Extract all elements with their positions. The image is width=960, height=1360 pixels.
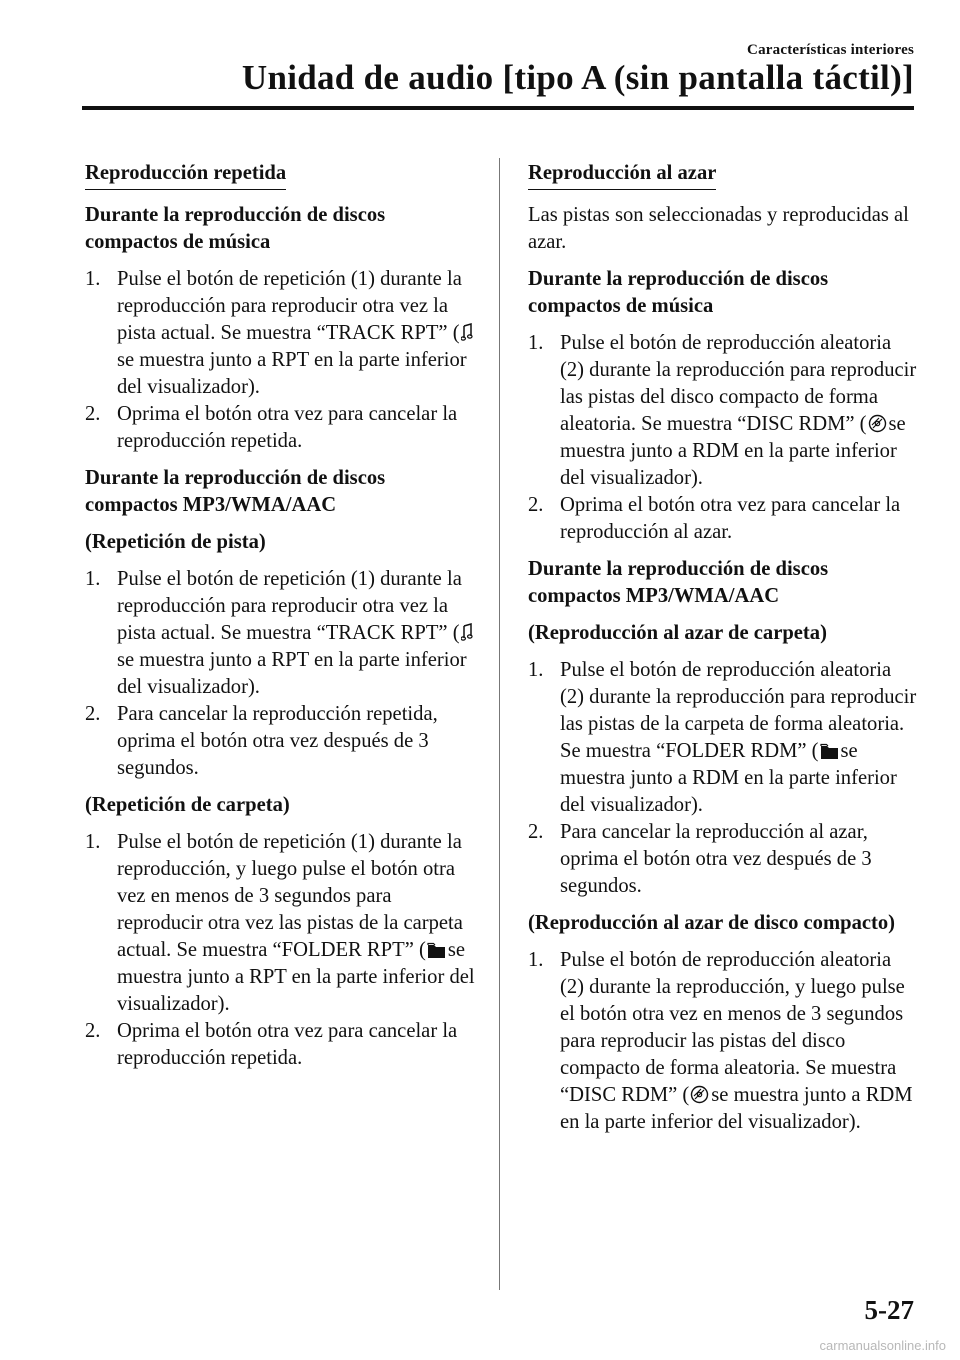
step-number: 1. xyxy=(528,949,544,971)
column-divider xyxy=(499,158,500,1290)
step-text: se muestra junto a RPT en la parte inferior del visualizador). xyxy=(117,649,467,698)
steps-list xyxy=(85,566,477,782)
subheading: Durante la reproducción de discos compactos de música xyxy=(85,204,386,253)
music-note-icon xyxy=(461,623,473,642)
step-text: Pulse el botón de reproducción aleatoria (2) durante la reproducción, y luego pulse el botón otra vez en menos de 3 segundos para reproducir las pistas del disco compacto de forma aleatoria. Se muestra “DISC RDM” ( xyxy=(560,949,905,1106)
step-text: Oprima el botón otra vez para cancelar la reproducción al azar. xyxy=(560,494,901,543)
step-number: 1. xyxy=(85,268,101,290)
step-number: 2. xyxy=(85,403,101,425)
list-item xyxy=(528,330,920,492)
list-item xyxy=(85,1018,477,1072)
folder-icon xyxy=(820,743,839,760)
step-number: 2. xyxy=(85,1020,101,1042)
step-text: se muestra junto a RDM en la parte inferior del visualizador). xyxy=(560,1084,913,1133)
steps-list xyxy=(528,947,920,1136)
list-item xyxy=(85,829,477,1018)
subheading: (Repetición de carpeta) xyxy=(85,794,290,816)
step-text: Pulse el botón de reproducción aleatoria (2) durante la reproducción para reproducir las pistas de la carpeta de forma aleatoria. Se muestra “FOLDER RDM” ( xyxy=(560,659,917,762)
list-item xyxy=(85,701,477,782)
disc-icon xyxy=(868,414,887,433)
page-number: 5-27 xyxy=(864,1295,914,1325)
folder-icon xyxy=(427,942,446,959)
step-number: 2. xyxy=(528,494,544,516)
subheading: (Repetición de pista) xyxy=(85,531,266,553)
section-title-random: Reproducción al azar xyxy=(528,160,716,190)
step-text: Para cancelar la reproducción repetida, oprima el botón otra vez después de 3 segundos. xyxy=(117,703,438,779)
step-text: se muestra junto a RDM en la parte inferior del visualizador). xyxy=(560,413,906,489)
right-column xyxy=(528,158,920,1146)
page-title: Unidad de audio [tipo A (sin pantalla táctil)] xyxy=(241,58,914,97)
header-section: Características interiores xyxy=(747,42,914,58)
step-number: 2. xyxy=(528,821,544,843)
step-text: Pulse el botón de repetición (1) durante la reproducción, y luego pulse el botón otra vez en menos de 3 segundos para reproducir otra vez las pistas de la carpeta actual. Se muestra “FOLDER RPT” ( xyxy=(117,831,463,961)
steps-list xyxy=(85,266,477,455)
watermark: carmanualsonline.info xyxy=(819,1338,946,1353)
list-item xyxy=(528,657,920,819)
subheading: Durante la reproducción de discos compactos MP3/WMA/AAC xyxy=(85,467,386,516)
step-text: Oprima el botón otra vez para cancelar la reproducción repetida. xyxy=(117,1020,458,1069)
step-number: 1. xyxy=(528,659,544,681)
step-text: Pulse el botón de repetición (1) durante la reproducción para reproducir otra vez la pista actual. Se muestra “TRACK RPT” ( xyxy=(117,568,462,644)
subheading: Durante la reproducción de discos compactos MP3/WMA/AAC xyxy=(528,558,829,607)
list-item xyxy=(528,819,920,900)
step-text: se muestra junto a RPT en la parte inferior del visualizador). xyxy=(117,349,467,398)
section-title-repeat: Reproducción repetida xyxy=(85,160,286,190)
music-note-icon xyxy=(461,323,473,342)
subheading: (Reproducción al azar de carpeta) xyxy=(528,622,827,644)
step-number: 2. xyxy=(85,703,101,725)
list-item xyxy=(85,566,477,701)
step-number: 1. xyxy=(528,332,544,354)
list-item xyxy=(528,492,920,546)
subheading: Durante la reproducción de discos compactos de música xyxy=(528,268,829,317)
step-number: 1. xyxy=(85,831,101,853)
disc-icon xyxy=(690,1085,709,1104)
steps-list xyxy=(528,330,920,546)
step-text: Para cancelar la reproducción al azar, oprima el botón otra vez después de 3 segundos. xyxy=(560,821,872,897)
header-rule xyxy=(82,106,914,110)
step-text: Oprima el botón otra vez para cancelar la reproducción repetida. xyxy=(117,403,458,452)
step-number: 1. xyxy=(85,568,101,590)
subheading: (Reproducción al azar de disco compacto) xyxy=(528,912,896,934)
steps-list xyxy=(528,657,920,900)
step-text: Pulse el botón de reproducción aleatoria (2) durante la reproducción para reproducir las pistas del disco compacto de forma aleatoria. Se muestra “DISC RDM” ( xyxy=(560,332,917,435)
steps-list xyxy=(85,829,477,1072)
step-text: se muestra junto a RPT en la parte inferior del visualizador). xyxy=(117,939,475,1015)
list-item xyxy=(528,947,920,1136)
left-column xyxy=(85,158,477,1082)
step-text: Pulse el botón de repetición (1) durante la reproducción para reproducir otra vez la pista actual. Se muestra “TRACK RPT” ( xyxy=(117,268,462,344)
step-text: se muestra junto a RDM en la parte inferior del visualizador). xyxy=(560,740,897,816)
list-item xyxy=(85,401,477,455)
intro-text: Las pistas son seleccionadas y reproducidas al azar. xyxy=(528,204,909,253)
list-item xyxy=(85,266,477,401)
